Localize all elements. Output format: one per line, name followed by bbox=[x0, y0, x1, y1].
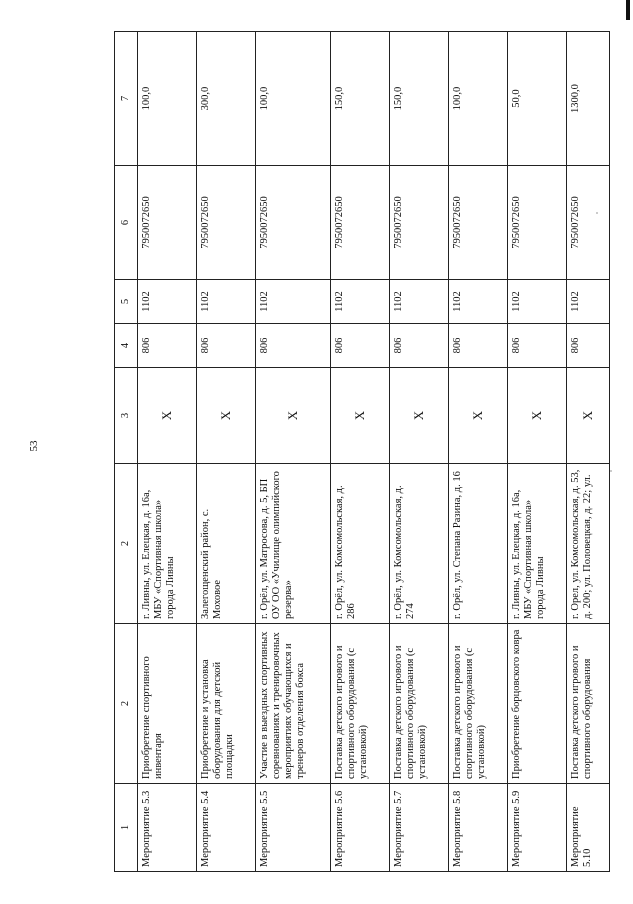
cross-mark-cell: X bbox=[390, 368, 449, 464]
rotated-table-container bbox=[114, 32, 610, 872]
activity-address-cell: Залегощенский район, с. Моховое bbox=[197, 464, 256, 624]
table-row bbox=[567, 32, 610, 872]
activity-id-cell: Мероприятие 5.3 bbox=[138, 784, 197, 872]
code-cell: 806 bbox=[390, 324, 449, 368]
amount-cell: 100,0 bbox=[138, 32, 197, 166]
activity-name-cell: Приобретение и установка оборудования для детской площадки bbox=[197, 624, 256, 784]
amount-cell: 1300,0 bbox=[567, 32, 610, 166]
code-cell: 7950072650 bbox=[256, 166, 331, 280]
code-cell: 806 bbox=[256, 324, 331, 368]
code-cell: 7950072650 bbox=[390, 166, 449, 280]
activity-address-cell: г. Орёл, ул. Комсомольская, д. 286 bbox=[331, 464, 390, 624]
program-activities-table bbox=[114, 31, 610, 872]
code-cell: 1102 bbox=[138, 280, 197, 324]
activity-address-cell: г. Ливны, ул. Елецкая, д. 16а, МБУ «Спортивная школа» города Ливны bbox=[138, 464, 197, 624]
activity-name-cell: Приобретение спортивного инвентаря bbox=[138, 624, 197, 784]
activity-address-cell: г. Орел, ул. Комсомольская, д. 53, д. 200; ул. Половецкая, д. 22; ул. bbox=[567, 464, 610, 624]
scan-edge-mark bbox=[626, 0, 630, 20]
amount-cell: 100,0 bbox=[449, 32, 508, 166]
code-cell: 806 bbox=[138, 324, 197, 368]
code-cell: 7950072650 bbox=[567, 166, 610, 280]
page-number: 53 bbox=[28, 440, 40, 452]
activity-address-cell: г. Орёл, ул. Степана Разина, д. 16 bbox=[449, 464, 508, 624]
header-cell: 7 bbox=[115, 32, 138, 166]
table-row bbox=[449, 32, 508, 872]
code-cell: 1102 bbox=[567, 280, 610, 324]
table-header-row bbox=[115, 32, 138, 872]
code-cell: 806 bbox=[449, 324, 508, 368]
activity-name-cell: Участие в выездных спортивных соревнованиях и тренировочных мероприятиях обучающихся и тренеров отделения бокса bbox=[256, 624, 331, 784]
activity-name-cell: Приобретение борцовского ковра bbox=[508, 624, 567, 784]
activity-name-cell: Поставка детского игрового и спортивного оборудования (с установкой) bbox=[390, 624, 449, 784]
header-cell: 6 bbox=[115, 166, 138, 280]
activity-id-cell: Мероприятие 5.9 bbox=[508, 784, 567, 872]
activity-id-cell: Мероприятие 5.7 bbox=[390, 784, 449, 872]
code-cell: 806 bbox=[508, 324, 567, 368]
code-cell: 7950072650 bbox=[331, 166, 390, 280]
header-cell: 2 bbox=[115, 464, 138, 624]
code-cell: 1102 bbox=[449, 280, 508, 324]
header-cell: 5 bbox=[115, 280, 138, 324]
table-row bbox=[197, 32, 256, 872]
amount-cell: 150,0 bbox=[390, 32, 449, 166]
table-row bbox=[256, 32, 331, 872]
activity-name-cell: Поставка детского игрового и спортивного оборудования bbox=[567, 624, 610, 784]
code-cell: 1102 bbox=[256, 280, 331, 324]
activity-name-cell: Поставка детского игрового и спортивного оборудования (с установкой) bbox=[331, 624, 390, 784]
table-row bbox=[508, 32, 567, 872]
activity-address-cell: г. Ливны, ул. Елецкая, д. 16а, МБУ «Спортивная школа» города Ливны bbox=[508, 464, 567, 624]
activity-address-cell: г. Орёл, ул. Матросова, д. 5, БП ОУ ОО «Училище олимпийского резерва» bbox=[256, 464, 331, 624]
amount-cell: 300,0 bbox=[197, 32, 256, 166]
scan-speck bbox=[610, 470, 612, 472]
cross-mark-cell: X bbox=[138, 368, 197, 464]
code-cell: 1102 bbox=[331, 280, 390, 324]
activity-name-cell: Поставка детского игрового и спортивного оборудования (с установкой) bbox=[449, 624, 508, 784]
header-cell: 4 bbox=[115, 324, 138, 368]
activity-id-cell: Мероприятие 5.6 bbox=[331, 784, 390, 872]
code-cell: 1102 bbox=[390, 280, 449, 324]
activity-id-cell: Мероприятие 5.4 bbox=[197, 784, 256, 872]
amount-cell: 150,0 bbox=[331, 32, 390, 166]
activity-id-cell: Мероприятие 5.8 bbox=[449, 784, 508, 872]
code-cell: 806 bbox=[197, 324, 256, 368]
code-cell: 7950072650 bbox=[197, 166, 256, 280]
code-cell: 806 bbox=[567, 324, 610, 368]
table-row bbox=[390, 32, 449, 872]
cross-mark-cell: X bbox=[256, 368, 331, 464]
code-cell: 7950072650 bbox=[449, 166, 508, 280]
cross-mark-cell: X bbox=[508, 368, 567, 464]
activity-id-cell: Мероприятие 5.10 bbox=[567, 784, 610, 872]
table-row bbox=[138, 32, 197, 872]
amount-cell: 100,0 bbox=[256, 32, 331, 166]
cross-mark-cell: X bbox=[449, 368, 508, 464]
amount-cell: 50,0 bbox=[508, 32, 567, 166]
code-cell: 1102 bbox=[508, 280, 567, 324]
code-cell: 7950072650 bbox=[138, 166, 197, 280]
activity-address-cell: г. Орёл, ул. Комсомольская, д. 274 bbox=[390, 464, 449, 624]
header-cell: 3 bbox=[115, 368, 138, 464]
code-cell: 1102 bbox=[197, 280, 256, 324]
header-cell: 1 bbox=[115, 784, 138, 872]
table-row bbox=[331, 32, 390, 872]
code-cell: 7950072650 bbox=[508, 166, 567, 280]
cross-mark-cell: X bbox=[567, 368, 610, 464]
activity-id-cell: Мероприятие 5.5 bbox=[256, 784, 331, 872]
cross-mark-cell: X bbox=[331, 368, 390, 464]
code-cell: 806 bbox=[331, 324, 390, 368]
header-cell: 2 bbox=[115, 624, 138, 784]
cross-mark-cell: X bbox=[197, 368, 256, 464]
